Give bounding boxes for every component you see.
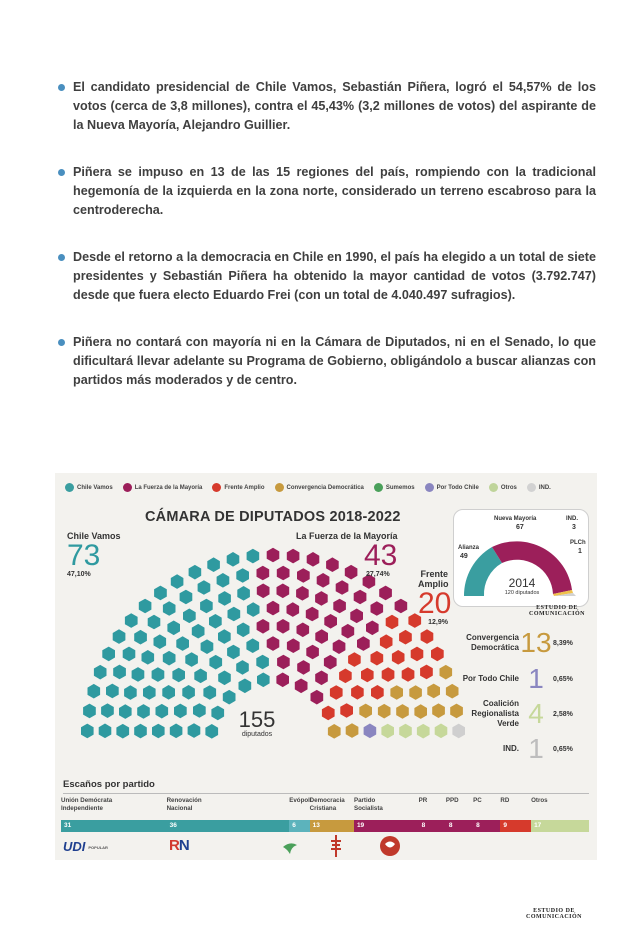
seat-hexagon [378, 704, 391, 719]
seat-hexagon [172, 668, 185, 683]
seat-hexagon [189, 565, 202, 580]
party-seat-count: 43 [364, 539, 398, 572]
bullet-text: Desde el retorno a la democracia en Chile en 1990, el país ha elegido a un total de siete presidentes y Sebastián Piñera ha obtenido la mayor cantidad de votos (3.792.747) desde que fuera electo Eduardo Frei (con un total de 4.040.497 sufragios). [73, 250, 596, 302]
seats-party-label: Democracia Cristiana [309, 797, 345, 812]
bullet-dot-icon [58, 254, 65, 261]
party-name: La Fuerza de la Mayoría [296, 531, 398, 541]
seat-hexagon [81, 724, 94, 739]
seat-hexagon [101, 703, 114, 718]
seat-hexagon [218, 591, 231, 606]
seat-hexagon [209, 614, 222, 629]
bullet-item [56, 333, 596, 390]
chamber-title: CÁMARA DE DIPUTADOS 2018-2022 [145, 509, 401, 525]
seat-hexagon [236, 660, 249, 675]
seat-hexagon [315, 671, 328, 686]
minor-party-seat-count: 4 [528, 698, 544, 729]
seat-hexagon [239, 679, 252, 694]
seat-hexagon [83, 704, 96, 719]
seat-hexagon [154, 634, 167, 649]
seat-hexagon [154, 586, 167, 601]
seat-hexagon [277, 584, 290, 599]
seat-hexagon [217, 573, 230, 588]
seat-hexagon [171, 574, 184, 589]
seats-bar-segment: 9 [500, 820, 531, 832]
seat-hexagon [435, 724, 448, 739]
seat-hexagon [183, 609, 196, 624]
legend-item: Frente Amplio [212, 483, 264, 492]
seat-hexagon [134, 724, 147, 739]
seat-hexagon [440, 665, 453, 680]
ps-logo-icon [379, 835, 401, 857]
seat-hexagon [207, 557, 220, 572]
party-name-line1: Frente [420, 569, 448, 579]
seat-hexagon [339, 669, 352, 684]
party-pct: 27,74% [366, 571, 390, 578]
legend-item: IND. [527, 483, 551, 492]
inset-plch-label: PLCh [570, 540, 586, 546]
bullet-item [56, 78, 596, 135]
seat-hexagon [124, 685, 137, 700]
seat-hexagon [386, 615, 399, 630]
inset-2014-chart [453, 509, 589, 607]
bullet-dot-icon [58, 169, 65, 176]
seat-hexagon [306, 607, 319, 622]
seat-hexagon [256, 655, 269, 670]
bullet-item [56, 248, 596, 305]
bullet-list [56, 78, 596, 418]
seat-hexagon [420, 665, 433, 680]
seat-hexagon [134, 630, 147, 645]
minor-party-seat-count: 1 [528, 733, 544, 764]
seats-by-party-title: Escaños por partido [63, 779, 155, 790]
total-label: diputados [241, 731, 273, 738]
seat-hexagon [88, 684, 101, 699]
seat-hexagon [306, 645, 319, 660]
seats-party-label: PR [418, 797, 428, 804]
seat-hexagon [198, 580, 211, 595]
seat-hexagon [342, 624, 355, 639]
seat-hexagon [381, 724, 394, 739]
legend-item: Chile Vamos [65, 483, 113, 492]
seats-bar-segment: 8 [419, 820, 446, 832]
frente-amplio-block [418, 569, 452, 626]
seat-hexagon [223, 690, 236, 705]
seats-party-label: RD [500, 797, 510, 804]
party-seat-count: 73 [67, 539, 101, 572]
seat-hexagon [257, 566, 270, 581]
seat-hexagon [379, 586, 392, 601]
inset-ind-value: 3 [572, 524, 576, 531]
seat-hexagon [396, 704, 409, 719]
seat-hexagon [366, 621, 379, 636]
seat-hexagon [139, 599, 152, 614]
seat-hexagon [390, 685, 403, 700]
seat-hexagon [125, 613, 138, 628]
seat-hexagon [247, 549, 260, 564]
inset-alianza-value: 49 [460, 553, 468, 560]
bullet-text: Piñera se impuso en 13 de las 15 regiones del país, rompiendo con la tradicional hegemonía de la izquierda en la zona norte, considerado un terreno escabroso para la centroderecha. [73, 165, 596, 217]
seat-hexagon [277, 655, 290, 670]
seat-hexagon [399, 630, 412, 645]
seat-hexagon [257, 673, 270, 688]
seat-hexagon [409, 685, 422, 700]
seat-hexagon [380, 634, 393, 649]
seat-hexagon [411, 647, 424, 662]
seat-hexagon [414, 704, 427, 719]
inset-year: 2014 [508, 576, 536, 590]
seat-hexagon [247, 602, 260, 617]
seat-hexagon [333, 599, 346, 614]
fuerza-mayoria-block [296, 531, 398, 578]
seat-hexagon [205, 724, 218, 739]
seat-hexagon [182, 685, 195, 700]
seat-hexagon [192, 624, 205, 639]
seat-hexagon [267, 548, 280, 563]
seat-hexagon [143, 685, 156, 700]
seat-hexagon [116, 724, 129, 739]
seat-hexagon [257, 584, 270, 599]
total-number: 155 [238, 707, 276, 732]
party-pct: 47,10% [67, 571, 91, 578]
seat-hexagon [311, 690, 324, 705]
seat-hexagon [185, 652, 198, 667]
seats-party-label: PC [473, 797, 482, 804]
evopoli-logo-icon [281, 839, 299, 855]
page-watermark: ESTUDIO DE COMUNICACIÓN [526, 908, 582, 920]
seat-hexagon [152, 667, 165, 682]
legend-item: La Fuerza de la Mayoría [123, 483, 203, 492]
seat-hexagon [276, 673, 289, 688]
seats-party-label: Partido Socialista [353, 797, 383, 812]
seat-hexagon [392, 650, 405, 665]
seat-hexagon [382, 667, 395, 682]
seats-party-label: Evópoli [289, 797, 312, 804]
seat-hexagon [211, 706, 224, 721]
seat-hexagon [163, 651, 176, 666]
seat-hexagon [297, 623, 310, 638]
seats-bar-segment: 13 [310, 820, 354, 832]
seats-bar-segment: 36 [167, 820, 290, 832]
minor-party-pct: 0,65% [553, 675, 573, 683]
minor-party-pct: 8,39% [553, 639, 573, 647]
seat-hexagon [297, 660, 310, 675]
seat-hexagon [348, 652, 361, 667]
seat-hexagon [194, 669, 207, 684]
seat-hexagon [395, 599, 408, 614]
seat-hexagon [209, 655, 222, 670]
seat-hexagon [203, 685, 216, 700]
inset-watermark: ESTUDIO DE COMUNICACIÓN [529, 605, 585, 617]
seat-hexagon [354, 590, 367, 605]
seat-hexagon [315, 629, 328, 644]
seat-hexagon [315, 591, 328, 606]
seat-hexagon [333, 639, 346, 654]
seat-hexagon [218, 671, 231, 686]
minor-party-row: Por Todo Chile 1 0,65% [462, 663, 573, 694]
minor-party-row: Convergencia Democrática 13 8,39% [466, 627, 573, 658]
seats-party-label: PPD [445, 797, 459, 804]
seat-hexagon [324, 614, 337, 629]
seat-hexagon [113, 629, 126, 644]
seat-hexagon [102, 647, 115, 662]
seat-hexagon [132, 667, 145, 682]
seat-hexagon [237, 623, 250, 638]
seat-hexagon [421, 629, 434, 644]
inset-alianza-label: Alianza [458, 545, 480, 551]
seat-hexagon [148, 615, 161, 630]
seat-hexagon [174, 704, 187, 719]
party-name-line2: Amplio [418, 579, 449, 589]
seat-hexagon [296, 586, 309, 601]
party-seat-count: 20 [418, 587, 452, 620]
seat-hexagon [180, 590, 193, 605]
inset-plch-value: 1 [578, 548, 582, 555]
seat-hexagon [324, 655, 337, 670]
party-pct: 12,9% [428, 619, 448, 626]
seat-hexagon [277, 566, 290, 581]
seat-hexagon [152, 724, 165, 739]
total-deputies [231, 709, 283, 738]
seat-hexagon [201, 639, 214, 654]
inset-nm-label: Nueva Mayoría [494, 516, 537, 522]
seat-hexagon [267, 601, 280, 616]
chamber-infographic [55, 473, 597, 860]
minor-party-row: Coalición Regionalista Verde 4 2,58% [471, 698, 573, 729]
seat-hexagon [193, 703, 206, 718]
seat-hexagon [330, 685, 343, 700]
bullet-text: Piñera no contará con mayoría ni en la Cámara de Diputados, ni en el Senado, lo que dificultará llevar adelante su Programa de Gobierno, obligándolo a buscar alianzas con partidos más moderados y de centro. [73, 335, 596, 387]
seats-party-label: Renovación Nacional [166, 797, 202, 812]
seat-hexagon [162, 685, 175, 700]
seats-bar-segment: 8 [473, 820, 500, 832]
seat-hexagon [287, 638, 300, 653]
chile-vamos-block [67, 531, 121, 578]
seat-hexagon [371, 651, 384, 666]
seat-hexagon [322, 706, 335, 721]
seat-hexagon [176, 636, 189, 651]
seat-hexagon [123, 647, 136, 662]
seat-hexagon [200, 599, 213, 614]
seat-hexagon [371, 685, 384, 700]
seat-hexagon [402, 667, 415, 682]
seat-hexagon [257, 619, 270, 634]
legend-item: Sumemos [374, 483, 415, 492]
seat-hexagon [277, 619, 290, 634]
minor-party-seat-count: 1 [528, 663, 544, 694]
rn-logo: RN [169, 837, 189, 854]
seat-hexagon [346, 723, 359, 738]
legend-item: Convergencia Democrática [275, 483, 364, 492]
seat-hexagon [432, 703, 445, 718]
bullet-text: El candidato presidencial de Chile Vamos, Sebastián Piñera, logró el 54,57% de los votos (cerca de 3,8 millones), contra el 45,43% (3,2 millones de votos) del aspirante de la Nueva Mayoría, Alejandro Guillier. [73, 80, 596, 132]
seat-hexagon [170, 724, 183, 739]
bullet-dot-icon [58, 339, 65, 346]
party-name: Chile Vamos [67, 531, 121, 541]
seat-hexagon [236, 568, 249, 583]
inset-ind-label: IND. [566, 516, 578, 522]
seat-hexagon [295, 679, 308, 694]
minor-party-pct: 0,65% [553, 745, 573, 753]
seats-bar-segment: 6 [289, 820, 309, 832]
bullet-dot-icon [58, 84, 65, 91]
minor-party-seat-count: 13 [520, 627, 552, 658]
seat-hexagon [163, 601, 176, 616]
seat-hexagon [106, 684, 119, 699]
seat-hexagon [359, 704, 372, 719]
seat-hexagon [427, 684, 440, 699]
seat-hexagon [188, 723, 201, 738]
seat-hexagon [287, 602, 300, 617]
seat-hexagon [267, 636, 280, 651]
inset-subtitle: 120 diputados [504, 590, 540, 596]
seat-hexagon [350, 609, 363, 624]
seat-hexagon [399, 724, 412, 739]
seat-hexagon [228, 607, 241, 622]
inset-alianza-arc [464, 547, 502, 596]
seats-bar-segment: 31 [61, 820, 167, 832]
inset-nm-value: 67 [516, 524, 524, 531]
bullet-item [56, 163, 596, 220]
seat-hexagon [218, 629, 231, 644]
seat-hexagon [156, 704, 169, 719]
seat-hexagon [227, 552, 240, 567]
seat-hexagon [361, 668, 374, 683]
udi-logo: UDI POPULAR [63, 839, 108, 854]
seat-hexagon [417, 724, 430, 739]
seat-hexagon [237, 586, 250, 601]
seats-stacked-bar [61, 820, 589, 832]
seat-hexagon [364, 724, 377, 739]
seat-hexagon [357, 636, 370, 651]
seat-hexagon [94, 665, 107, 680]
dc-arrow-logo-icon [329, 835, 343, 857]
seat-hexagon [137, 704, 150, 719]
seat-hexagon [340, 703, 353, 718]
seat-hexagon [167, 621, 180, 636]
seats-bar-segment: 19 [354, 820, 419, 832]
seat-hexagon [328, 724, 341, 739]
minor-party-row: IND. 1 0,65% [503, 733, 573, 764]
seats-party-label: Otros [531, 797, 548, 804]
seat-hexagon [371, 601, 384, 616]
seat-hexagon [99, 724, 112, 739]
legend-item: Por Todo Chile [425, 483, 479, 492]
seats-divider [63, 793, 589, 794]
minor-party-pct: 2,58% [553, 710, 573, 718]
seat-hexagon [227, 645, 240, 660]
seats-party-label: Unión Demócrata Independiente [61, 797, 113, 812]
seat-hexagon [431, 647, 444, 662]
seat-hexagon [351, 685, 364, 700]
seats-bar-segment: 17 [531, 820, 589, 832]
seat-hexagon [246, 638, 259, 653]
seats-bar-segment: 8 [446, 820, 473, 832]
seat-hexagon [336, 580, 349, 595]
seat-hexagon [142, 650, 155, 665]
seat-hexagon [113, 665, 126, 680]
legend-item: Otros [489, 483, 517, 492]
seat-hexagon [119, 704, 132, 719]
